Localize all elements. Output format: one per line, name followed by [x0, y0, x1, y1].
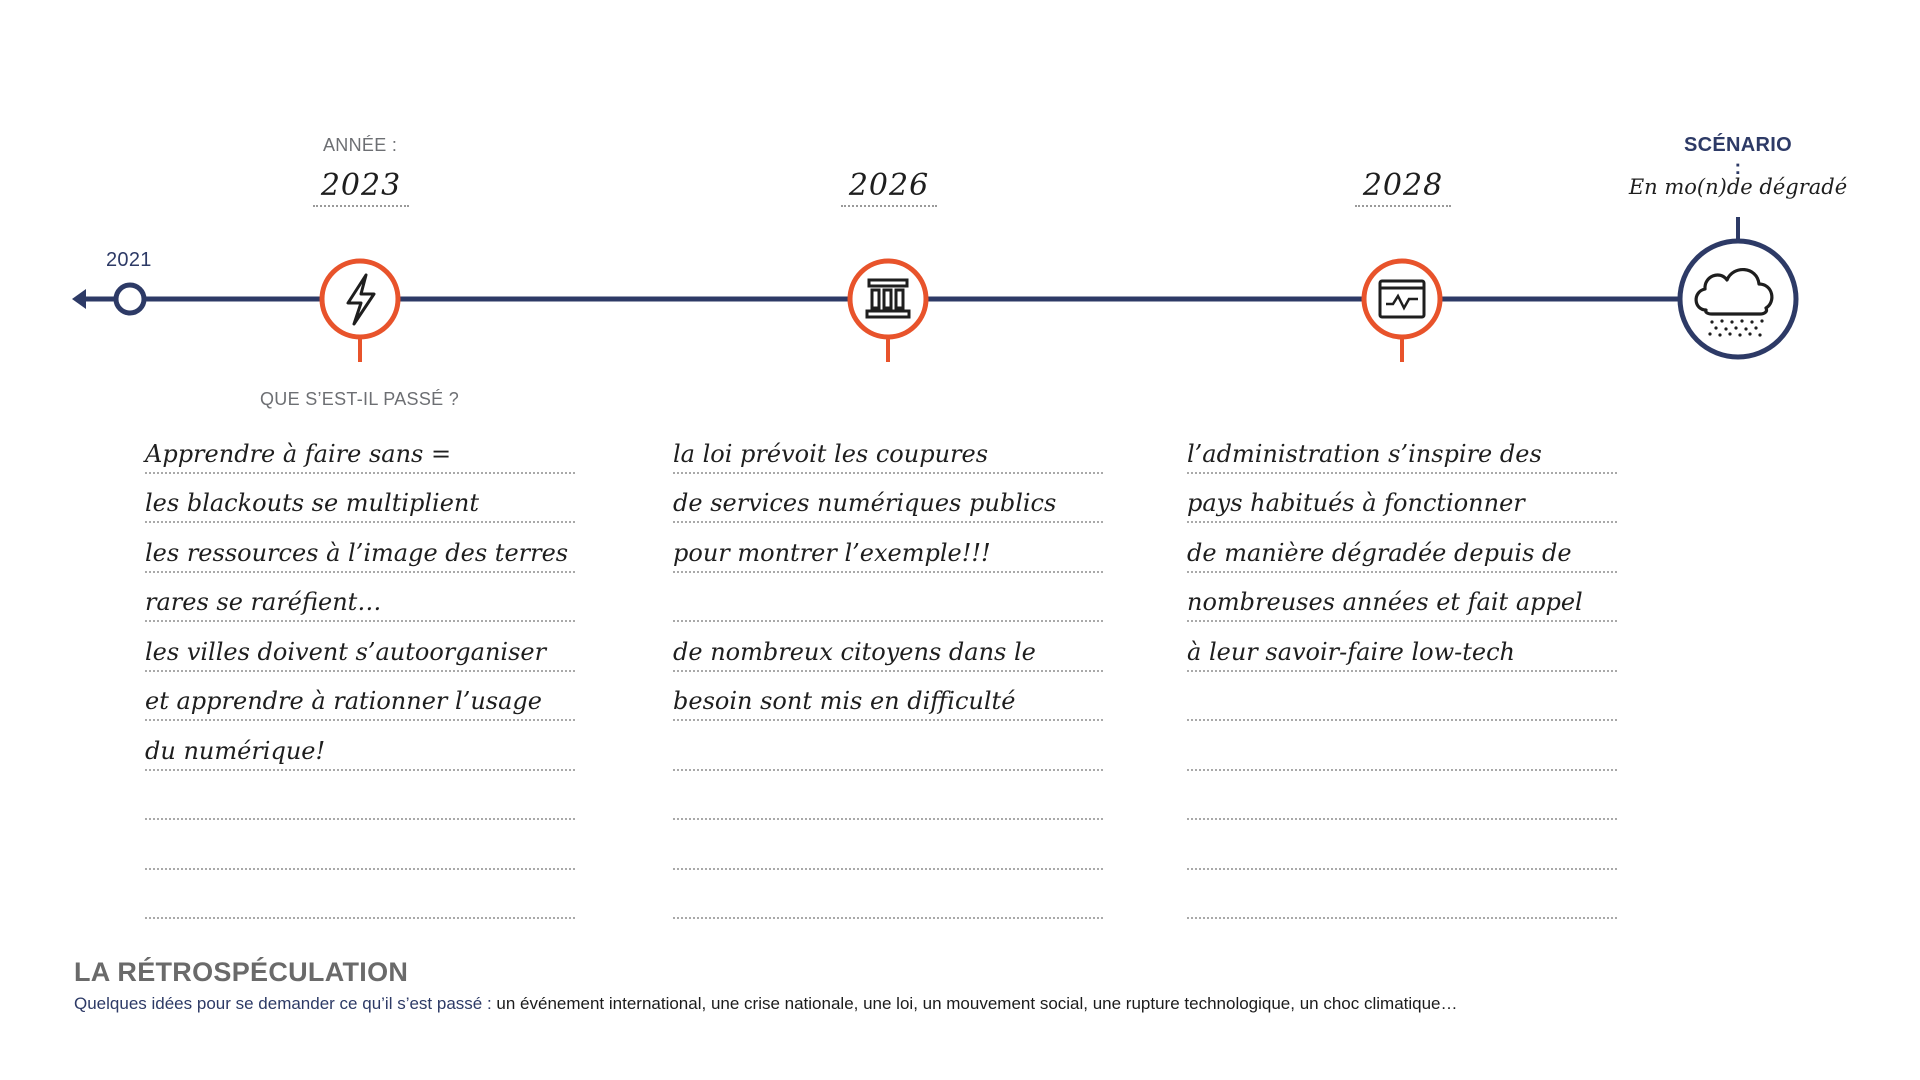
answer-line[interactable] — [145, 622, 575, 672]
answer-line[interactable] — [1187, 771, 1617, 821]
answer-text: rares se raréfient… — [145, 588, 382, 616]
answer-text: les ressources à l’image des terres — [145, 538, 569, 567]
answer-line[interactable] — [673, 870, 1103, 920]
answer-line[interactable] — [673, 523, 1103, 573]
answer-text: nombreuses années et fait appel — [1187, 588, 1583, 616]
answer-line[interactable] — [1187, 573, 1617, 623]
answer-text: à leur savoir-faire low-tech — [1187, 637, 1515, 666]
answer-line[interactable] — [673, 474, 1103, 524]
arrow-left-icon — [72, 289, 86, 309]
answer-text: pays habitués à fonctionner — [1187, 489, 1525, 517]
subtitle-accent: Quelques idées pour se demander ce qu’il s’est passé : — [74, 994, 492, 1013]
answer-line[interactable] — [673, 820, 1103, 870]
question-label: QUE S’EST-IL PASSÉ ? — [260, 389, 460, 409]
answer-text: les blackouts se multiplient — [145, 489, 480, 517]
answer-line[interactable] — [1187, 424, 1617, 474]
answer-line[interactable] — [1187, 474, 1617, 524]
answer-text: de manière dégradée depuis de — [1187, 538, 1572, 567]
answer-text: et apprendre à rationner l’usage — [145, 687, 542, 715]
scenario-label: SCÉNARIO : — [1684, 134, 1792, 179]
answer-line[interactable] — [673, 424, 1103, 474]
answer-text: besoin sont mis en difficulté — [673, 687, 1016, 715]
answer-line[interactable] — [1187, 523, 1617, 573]
answer-line[interactable] — [1187, 820, 1617, 870]
answer-text: Apprendre à faire sans = — [145, 439, 452, 468]
answer-line[interactable] — [673, 771, 1103, 821]
answer-line[interactable] — [673, 672, 1103, 722]
answer-text: les villes doivent s’autoorganiser — [145, 637, 547, 666]
answer-line[interactable] — [1187, 672, 1617, 722]
answer-column-2028 — [1187, 424, 1617, 919]
answer-text: l’administration s’inspire des — [1187, 439, 1542, 468]
answer-line[interactable] — [145, 424, 575, 474]
answer-line[interactable] — [1187, 870, 1617, 920]
page-title: LA RÉTROSPÉCULATION — [74, 957, 409, 987]
milestone-year-2028: 2028 — [1355, 168, 1451, 207]
answer-line[interactable] — [145, 870, 575, 920]
answer-line[interactable] — [673, 573, 1103, 623]
page-subtitle — [74, 994, 1458, 1014]
answer-line[interactable] — [1187, 721, 1617, 771]
answer-line[interactable] — [145, 474, 575, 524]
answer-text: pour montrer l’exemple!!! — [673, 538, 991, 567]
scenario-marker — [1680, 217, 1796, 357]
answer-text: de services numériques publics — [673, 489, 1057, 517]
milestone-2023-marker — [322, 261, 398, 362]
start-year-label: 2021 — [106, 249, 152, 271]
scenario-value: En mo(n)de dégradé — [1628, 175, 1848, 199]
answer-text: la loi prévoit les coupures — [673, 439, 989, 468]
answer-text: de nombreux citoyens dans le — [673, 637, 1036, 666]
milestone-2026-marker — [850, 261, 926, 362]
milestone-2028-marker — [1364, 261, 1440, 362]
answer-line[interactable] — [145, 771, 575, 821]
answer-line[interactable] — [673, 622, 1103, 672]
answer-line[interactable] — [145, 523, 575, 573]
answer-line[interactable] — [145, 672, 575, 722]
milestone-year-2023: 2023 — [313, 168, 409, 207]
answer-column-2026 — [673, 424, 1103, 919]
answer-column-2023 — [145, 424, 575, 919]
milestone-year-2026: 2026 — [841, 168, 937, 207]
answer-line[interactable] — [145, 820, 575, 870]
year-label: ANNÉE : — [323, 135, 398, 155]
subtitle-rest: un événement international, une crise nationale, une loi, un mouvement social, une rupture technologique, un choc climatique… — [491, 994, 1458, 1013]
answer-text: du numérique! — [145, 736, 326, 765]
answer-line[interactable] — [673, 721, 1103, 771]
answer-line[interactable] — [145, 721, 575, 771]
answer-line[interactable] — [1187, 622, 1617, 672]
start-marker — [116, 285, 144, 313]
answer-line[interactable] — [145, 573, 575, 623]
